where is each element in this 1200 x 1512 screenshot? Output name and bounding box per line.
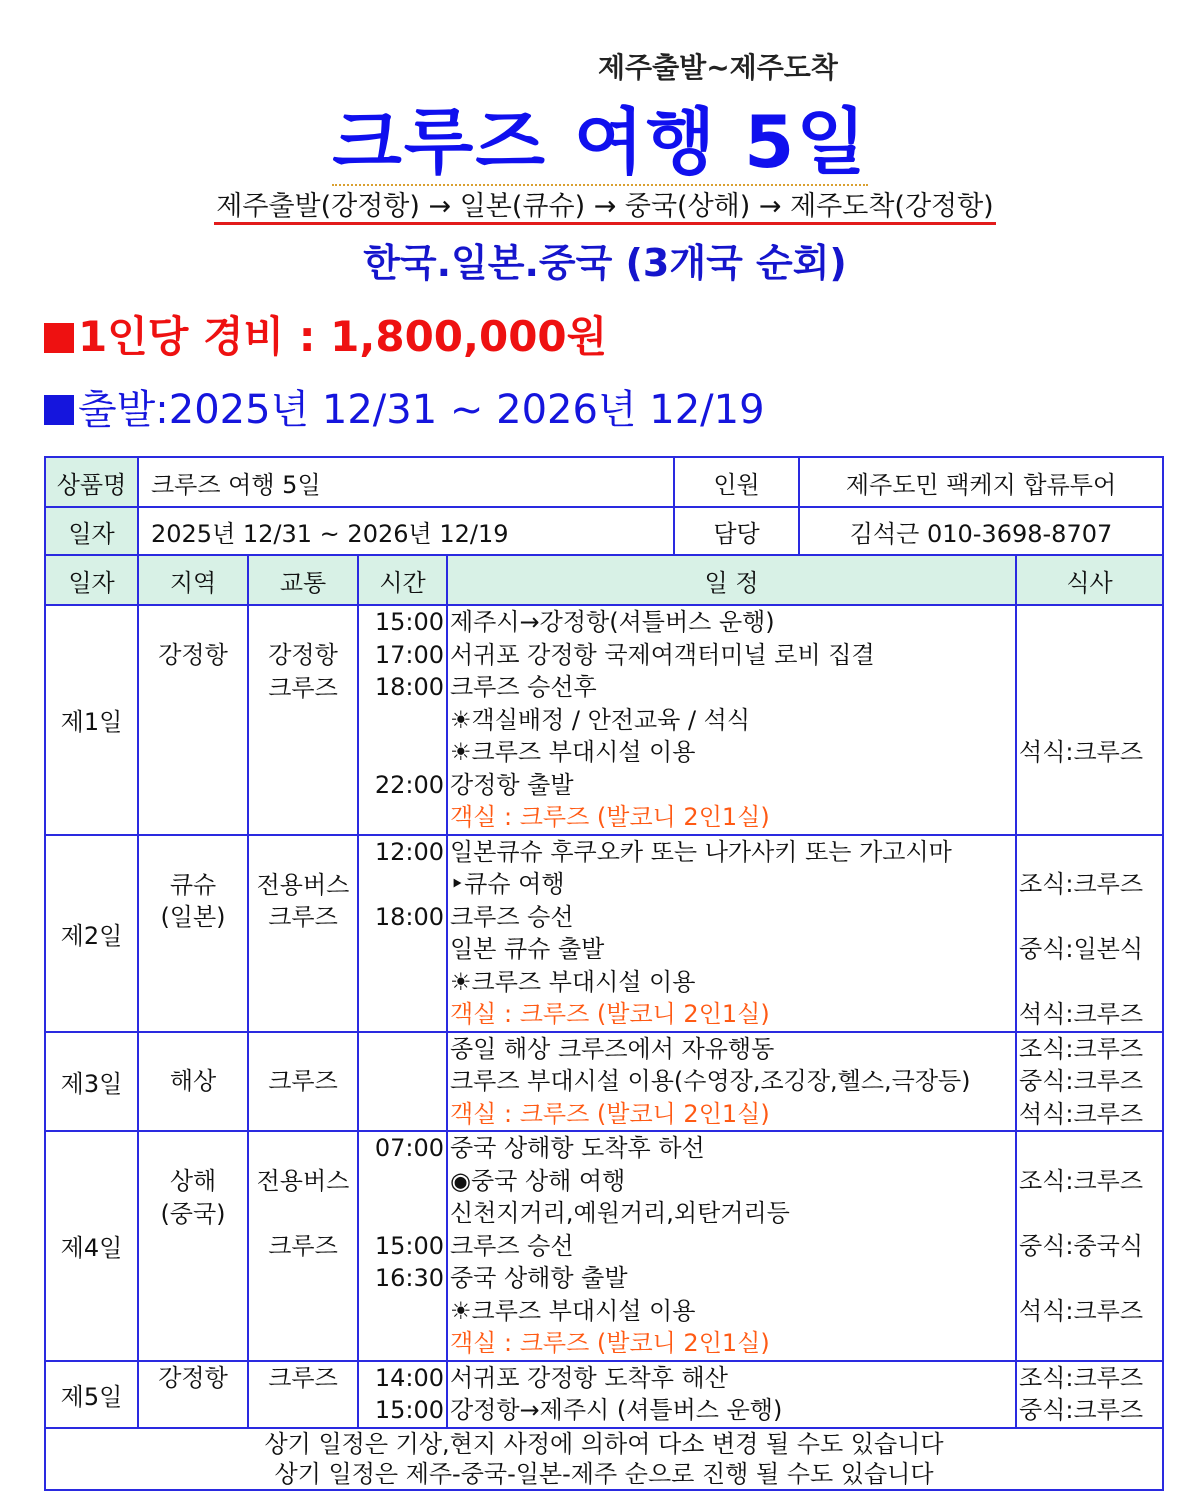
schedule-item: 강정항 출발 xyxy=(450,770,574,799)
schedule-cell xyxy=(447,605,1016,835)
time-value: 18:00 xyxy=(374,902,444,931)
schedule-item: ☀크루즈 부대시설 이용 xyxy=(450,967,696,996)
time-value xyxy=(361,966,444,999)
schedule-item: 서귀포 강정항 도착후 해산 xyxy=(450,1363,728,1392)
schedule-cell xyxy=(447,1131,1016,1361)
transport-cell xyxy=(248,1032,358,1132)
region-cell xyxy=(138,605,248,835)
people-label: 인원 xyxy=(674,457,799,507)
transport-cell-line: 전용버스 xyxy=(256,870,350,899)
transport-cell-line: 크루즈 xyxy=(268,1067,338,1095)
meal-value xyxy=(1019,704,1160,737)
meal-value: 석식:크루즈 xyxy=(1019,738,1144,766)
time-cell xyxy=(358,1131,447,1361)
date-label: 일자 xyxy=(45,507,138,555)
schedule-cell xyxy=(447,835,1016,1032)
meal-value xyxy=(1019,606,1160,639)
time-value xyxy=(361,1165,444,1198)
schedule-table xyxy=(44,456,1164,1491)
transport-cell-line: 크루즈 xyxy=(268,1363,338,1392)
col-schedule: 일 정 xyxy=(447,555,1016,605)
time-value xyxy=(361,704,444,737)
date-value: 2025년 12/31 ~ 2026년 12/19 xyxy=(138,507,674,555)
room-info: 객실 : 크루즈 (발코니 2인1실) xyxy=(450,1329,770,1357)
meal-value xyxy=(1019,966,1160,999)
time-cell xyxy=(358,1032,447,1132)
transport-cell xyxy=(248,605,358,835)
transport-cell xyxy=(248,1361,358,1428)
transport-cell-line: 크루즈 xyxy=(268,903,338,931)
day-row xyxy=(45,835,1163,1032)
meal-value xyxy=(1019,1132,1160,1165)
schedule-item: 일본큐슈 후쿠오카 또는 나가사키 또는 가고시마 xyxy=(450,837,952,866)
schedule-item: 크루즈 부대시설 이용(수영장,조깅장,헬스,극장등) xyxy=(450,1067,971,1095)
meal-value xyxy=(1019,801,1160,834)
region-cell-line: (일본) xyxy=(160,903,226,931)
transport-cell-line: 크루즈 xyxy=(268,673,338,702)
time-value: 14:00 xyxy=(374,1363,444,1392)
meal-value: 중식:크루즈 xyxy=(1019,1067,1144,1095)
note-line: 상기 일정은 기상,현지 사정에 의하여 다소 변경 될 수도 있습니다 xyxy=(264,1429,944,1458)
date-row xyxy=(45,507,1163,555)
region-cell-line: 해상 xyxy=(169,1067,217,1095)
time-value xyxy=(361,868,444,901)
day-label: 제1일 xyxy=(45,605,138,835)
schedule-item: ‣큐슈 여행 xyxy=(450,870,565,898)
time-cell xyxy=(358,1361,447,1428)
meal-value: 조식:크루즈 xyxy=(1019,1166,1144,1195)
meal-cell xyxy=(1016,835,1163,1032)
price-line xyxy=(44,304,607,364)
time-value xyxy=(361,998,444,1031)
schedule-item: 중국 상해항 출발 xyxy=(450,1264,628,1292)
tour-description: 한국.일본.중국 (3개국 순회) xyxy=(363,241,847,285)
time-cell xyxy=(358,835,447,1032)
time-value: 15:00 xyxy=(374,1231,444,1260)
time-value: 18:00 xyxy=(374,673,444,701)
schedule-item: ☀크루즈 부대시설 이용 xyxy=(450,738,696,766)
schedule-cell xyxy=(447,1032,1016,1132)
day-label: 제3일 xyxy=(45,1032,138,1132)
day-label: 제4일 xyxy=(45,1131,138,1361)
meal-value: 석식:크루즈 xyxy=(1019,1296,1144,1325)
region-cell-line: 강정항 xyxy=(158,1363,228,1392)
meal-value xyxy=(1019,671,1160,704)
meal-value: 중식:중국식 xyxy=(1019,1231,1144,1260)
region-cell xyxy=(138,1361,248,1428)
meal-cell xyxy=(1016,1361,1163,1428)
meal-value: 석식:크루즈 xyxy=(1019,1000,1144,1028)
meal-value: 중식:일본식 xyxy=(1019,935,1144,963)
region-cell-line: 상해 xyxy=(169,1167,217,1195)
transport-cell-line: 전용버스 xyxy=(256,1167,350,1195)
col-time: 시간 xyxy=(358,555,447,605)
region-cell-line: 강정항 xyxy=(158,641,228,669)
day-label: 제2일 xyxy=(45,835,138,1032)
schedule-item: 크루즈 승선 xyxy=(450,1231,574,1260)
time-value: 07:00 xyxy=(374,1134,444,1162)
transport-cell-line: 크루즈 xyxy=(268,1232,338,1260)
region-cell-line: 큐슈 xyxy=(169,870,217,899)
schedule-item: 신천지거리,예원거리,외탄거리등 xyxy=(450,1199,790,1227)
blue-square-icon xyxy=(44,395,74,425)
route-line xyxy=(0,184,1200,223)
region-cell xyxy=(138,1131,248,1361)
transport-cell xyxy=(248,1131,358,1361)
meal-value: 중식:크루즈 xyxy=(1019,1396,1144,1424)
time-value: 17:00 xyxy=(374,640,444,669)
schedule-cell xyxy=(447,1361,1016,1428)
schedule-item: 서귀포 강정항 국제여객터미널 로비 집결 xyxy=(450,640,875,669)
time-value xyxy=(361,1098,444,1131)
time-value xyxy=(361,1033,444,1066)
meal-value xyxy=(1019,639,1160,672)
col-day: 일자 xyxy=(45,555,138,605)
time-value xyxy=(361,1327,444,1360)
route-text: 제주출발(강정항) → 일본(큐슈) → 중국(상해) → 제주도착(강정항) xyxy=(214,191,995,225)
meal-value xyxy=(1019,1197,1160,1230)
meal-cell xyxy=(1016,1131,1163,1361)
time-value xyxy=(361,933,444,966)
day-row xyxy=(45,1131,1163,1361)
notes-cell xyxy=(45,1428,1163,1490)
page-title-text: 크루즈 여행 5일 xyxy=(332,100,868,184)
schedule-item: ◉중국 상해 여행 xyxy=(450,1166,626,1195)
time-value xyxy=(361,801,444,834)
notes-row xyxy=(45,1428,1163,1490)
schedule-item: ☀크루즈 부대시설 이용 xyxy=(450,1296,696,1325)
day-row xyxy=(45,1032,1163,1132)
meal-cell xyxy=(1016,605,1163,835)
meal-cell xyxy=(1016,1032,1163,1132)
col-meal: 식사 xyxy=(1016,555,1163,605)
time-value xyxy=(361,1295,444,1328)
time-value: 15:00 xyxy=(374,1396,444,1424)
meal-value xyxy=(1019,769,1160,802)
meal-value: 조식:크루즈 xyxy=(1019,1034,1144,1063)
meal-value: 석식:크루즈 xyxy=(1019,1099,1144,1128)
manager-label: 담당 xyxy=(674,507,799,555)
meal-value xyxy=(1019,901,1160,934)
time-value xyxy=(361,1065,444,1098)
transport-cell xyxy=(248,835,358,1032)
meal-value: 조식:크루즈 xyxy=(1019,1363,1144,1392)
people-value: 제주도민 팩케지 합류투어 xyxy=(799,457,1163,507)
day-row xyxy=(45,605,1163,835)
manager-value: 김석근 010-3698-8707 xyxy=(799,507,1163,555)
time-value xyxy=(361,1197,444,1230)
meal-value xyxy=(1019,1327,1160,1360)
meal-value xyxy=(1019,836,1160,869)
time-value: 15:00 xyxy=(374,608,444,636)
product-label: 상품명 xyxy=(45,457,138,507)
schedule-item: 강정항→제주시 (셔틀버스 운행) xyxy=(450,1396,783,1424)
transport-cell-line: 강정항 xyxy=(268,641,338,669)
schedule-item: ☀객실배정 / 안전교육 / 석식 xyxy=(450,705,751,734)
transport-cell-line xyxy=(255,1198,351,1231)
red-square-icon xyxy=(44,323,74,353)
region-cell xyxy=(138,1032,248,1132)
schedule-item: 일본 큐슈 출발 xyxy=(450,935,605,963)
subtitle: 제주출발∼제주도착 xyxy=(598,51,838,84)
column-header-row xyxy=(45,555,1163,605)
room-info: 객실 : 크루즈 (발코니 2인1실) xyxy=(450,1000,770,1028)
departure-line xyxy=(44,378,765,435)
room-info: 객실 : 크루즈 (발코니 2인1실) xyxy=(450,1099,770,1128)
schedule-item: 제주시→강정항(셔틀버스 운행) xyxy=(450,608,775,636)
time-value: 12:00 xyxy=(374,837,444,866)
page-title xyxy=(0,84,1200,188)
departure-text: 출발:2025년 12/31 ~ 2026년 12/19 xyxy=(78,387,765,433)
region-cell-line: (중국) xyxy=(160,1199,226,1228)
meal-value xyxy=(1019,1262,1160,1295)
time-value xyxy=(361,736,444,769)
schedule-item: 크루즈 승선 xyxy=(450,902,574,931)
day-row xyxy=(45,1361,1163,1428)
product-value: 크루즈 여행 5일 xyxy=(138,457,674,507)
col-region: 지역 xyxy=(138,555,248,605)
col-transport: 교통 xyxy=(248,555,358,605)
schedule-item: 중국 상해항 도착후 하선 xyxy=(450,1134,705,1162)
time-cell xyxy=(358,605,447,835)
room-info: 객실 : 크루즈 (발코니 2인1실) xyxy=(450,803,770,831)
schedule-item: 종일 해상 크루즈에서 자유행동 xyxy=(450,1034,775,1063)
schedule-item: 크루즈 승선후 xyxy=(450,673,597,701)
note-line: 상기 일정은 제주-중국-일본-제주 순으로 진행 될 수도 있습니다 xyxy=(274,1459,934,1488)
meal-value: 조식:크루즈 xyxy=(1019,870,1144,898)
time-value: 16:30 xyxy=(374,1264,444,1292)
product-row xyxy=(45,457,1163,507)
price-text: 1인당 경비 : 1,800,000원 xyxy=(78,312,608,361)
day-label: 제5일 xyxy=(45,1361,138,1428)
region-cell xyxy=(138,835,248,1032)
time-value: 22:00 xyxy=(374,770,444,799)
